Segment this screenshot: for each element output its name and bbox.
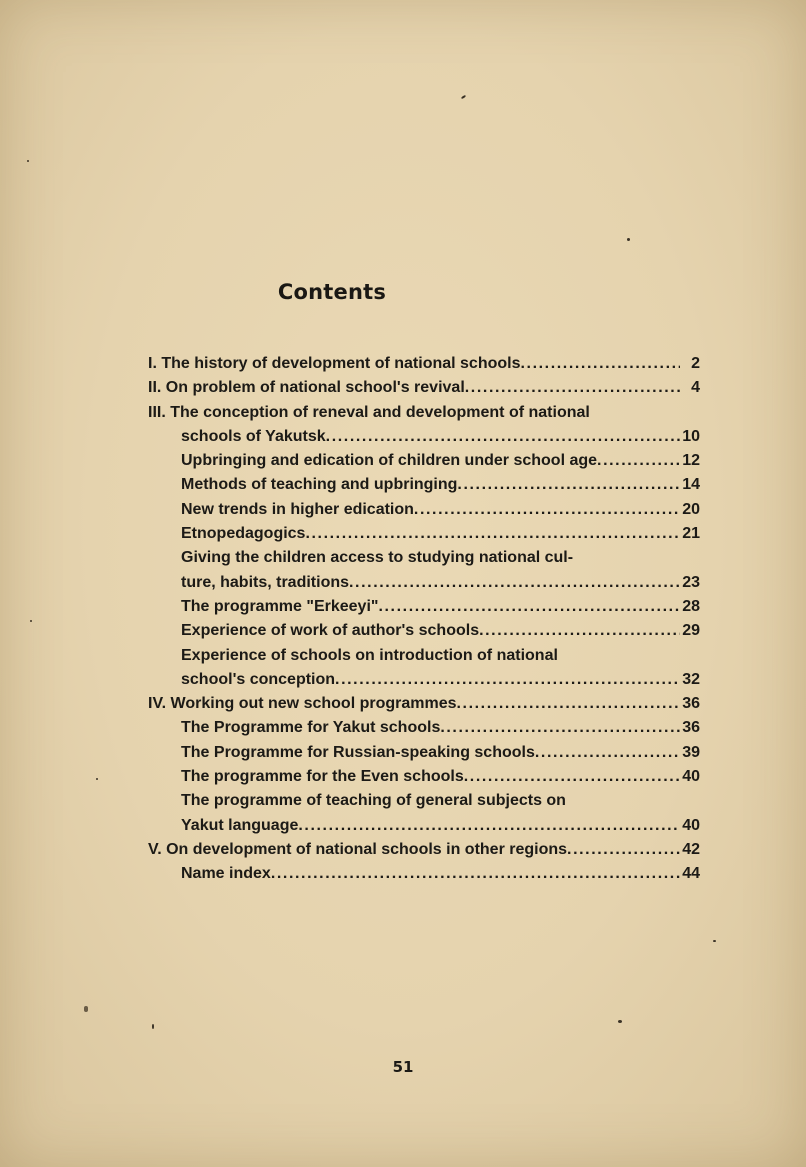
toc-entry-page: 2 [691,355,700,372]
toc-entry-title: I. The history of development of national schools [148,355,521,372]
toc-entry-title: V. On development of national schools in other regions [148,840,568,858]
toc-entry-page: 36 [682,719,700,737]
toc-entry-page: 40 [682,768,700,786]
paper-speck [627,238,630,241]
paper-speck [461,95,466,100]
toc-entry-title: school's conception [181,670,336,688]
toc-entry-title: Upbringing and edication of children under school age [181,452,598,470]
toc-entry [148,498,700,522]
toc-entry-title: ture, habits, traditions [181,573,350,591]
toc-leader-dots [597,449,680,473]
toc-entry [148,838,700,862]
toc-leader-dots [520,352,680,376]
toc-entry [148,789,700,813]
toc-entry-page: 29 [682,622,700,640]
toc-entry-page: 20 [682,500,700,518]
toc-entry-page: 32 [682,670,700,688]
toc-entry-title: schools of Yakutsk [181,427,326,445]
table-of-contents [148,352,700,887]
toc-entry [148,814,700,838]
contents-heading: Contents [277,280,387,304]
toc-leader-dots [298,814,680,838]
toc-leader-dots [378,595,680,619]
paper-speck [152,1024,154,1029]
paper-speck [713,940,716,942]
toc-entry [148,449,700,473]
toc-entry-title: Etnopedagogics [181,525,306,543]
toc-entry-title: Name index [181,865,271,883]
toc-leader-dots [335,668,680,692]
paper-speck [96,778,98,780]
toc-entry-page: 12 [682,452,700,470]
toc-entry-title: The Programme for Russian-speaking schools [181,743,535,761]
toc-entry-title: The programme "Erkeeyi" [181,597,379,615]
toc-entry [148,741,700,765]
toc-entry [148,352,700,376]
toc-entry [148,522,700,546]
toc-entry-title: The programme for the Even schools [181,768,464,786]
toc-entry [148,668,700,692]
toc-entry [148,571,700,595]
toc-leader-dots [465,376,680,400]
paper-speck [27,160,29,162]
toc-entry [148,425,700,449]
toc-entry [148,376,700,400]
toc-leader-dots [414,498,680,522]
toc-entry-page: 42 [682,840,700,858]
toc-leader-dots [305,522,680,546]
toc-entry-title: Yakut language [181,816,299,834]
toc-entry-title: IV. Working out new school programmes [148,695,457,713]
toc-entry [148,765,700,789]
paper-speck [30,620,32,622]
toc-entry [148,862,700,886]
toc-entry-page: 28 [682,597,700,615]
toc-entry-page: 23 [682,573,700,591]
toc-entry-title: III. The conception of reneval and development of national [148,403,590,421]
toc-entry-title: Methods of teaching and upbringing [181,476,458,494]
toc-leader-dots [457,692,681,716]
toc-leader-dots [326,425,680,449]
toc-entry-page: 39 [682,743,700,761]
paper-speck [618,1020,622,1023]
paper-speck [84,1006,88,1012]
toc-leader-dots [271,862,680,886]
toc-leader-dots [535,741,680,765]
toc-entry-title: II. On problem of national school's revival [148,379,465,397]
toc-entry-title: The Programme for Yakut schools [181,719,441,737]
toc-entry-page: 4 [691,379,700,397]
toc-entry-page: 36 [682,695,700,713]
toc-entry-title: Experience of schools on introduction of national [181,646,558,664]
toc-entry-page: 14 [682,476,700,494]
toc-leader-dots [349,571,680,595]
toc-leader-dots [457,473,680,497]
page-number: 51 [392,1058,414,1076]
toc-entry [148,473,700,497]
toc-leader-dots [464,765,680,789]
toc-entry [148,692,700,716]
toc-leader-dots [567,838,680,862]
toc-entry-title: Experience of work of author's schools [181,622,480,640]
toc-entry-title: The programme of teaching of general subjects on [181,792,566,810]
toc-leader-dots [479,619,680,643]
toc-entry [148,401,700,425]
toc-entry-title: New trends in higher edication [181,500,414,518]
toc-leader-dots [440,716,680,740]
toc-entry-page: 10 [682,427,700,445]
toc-entry [148,619,700,643]
toc-entry-title: Giving the children access to studying national cul- [181,549,574,567]
toc-entry [148,546,700,570]
toc-entry-page: 44 [682,865,700,883]
toc-entry [148,644,700,668]
toc-entry-page: 21 [682,525,700,543]
toc-entry [148,716,700,740]
toc-entry [148,595,700,619]
toc-entry-page: 40 [682,816,700,834]
